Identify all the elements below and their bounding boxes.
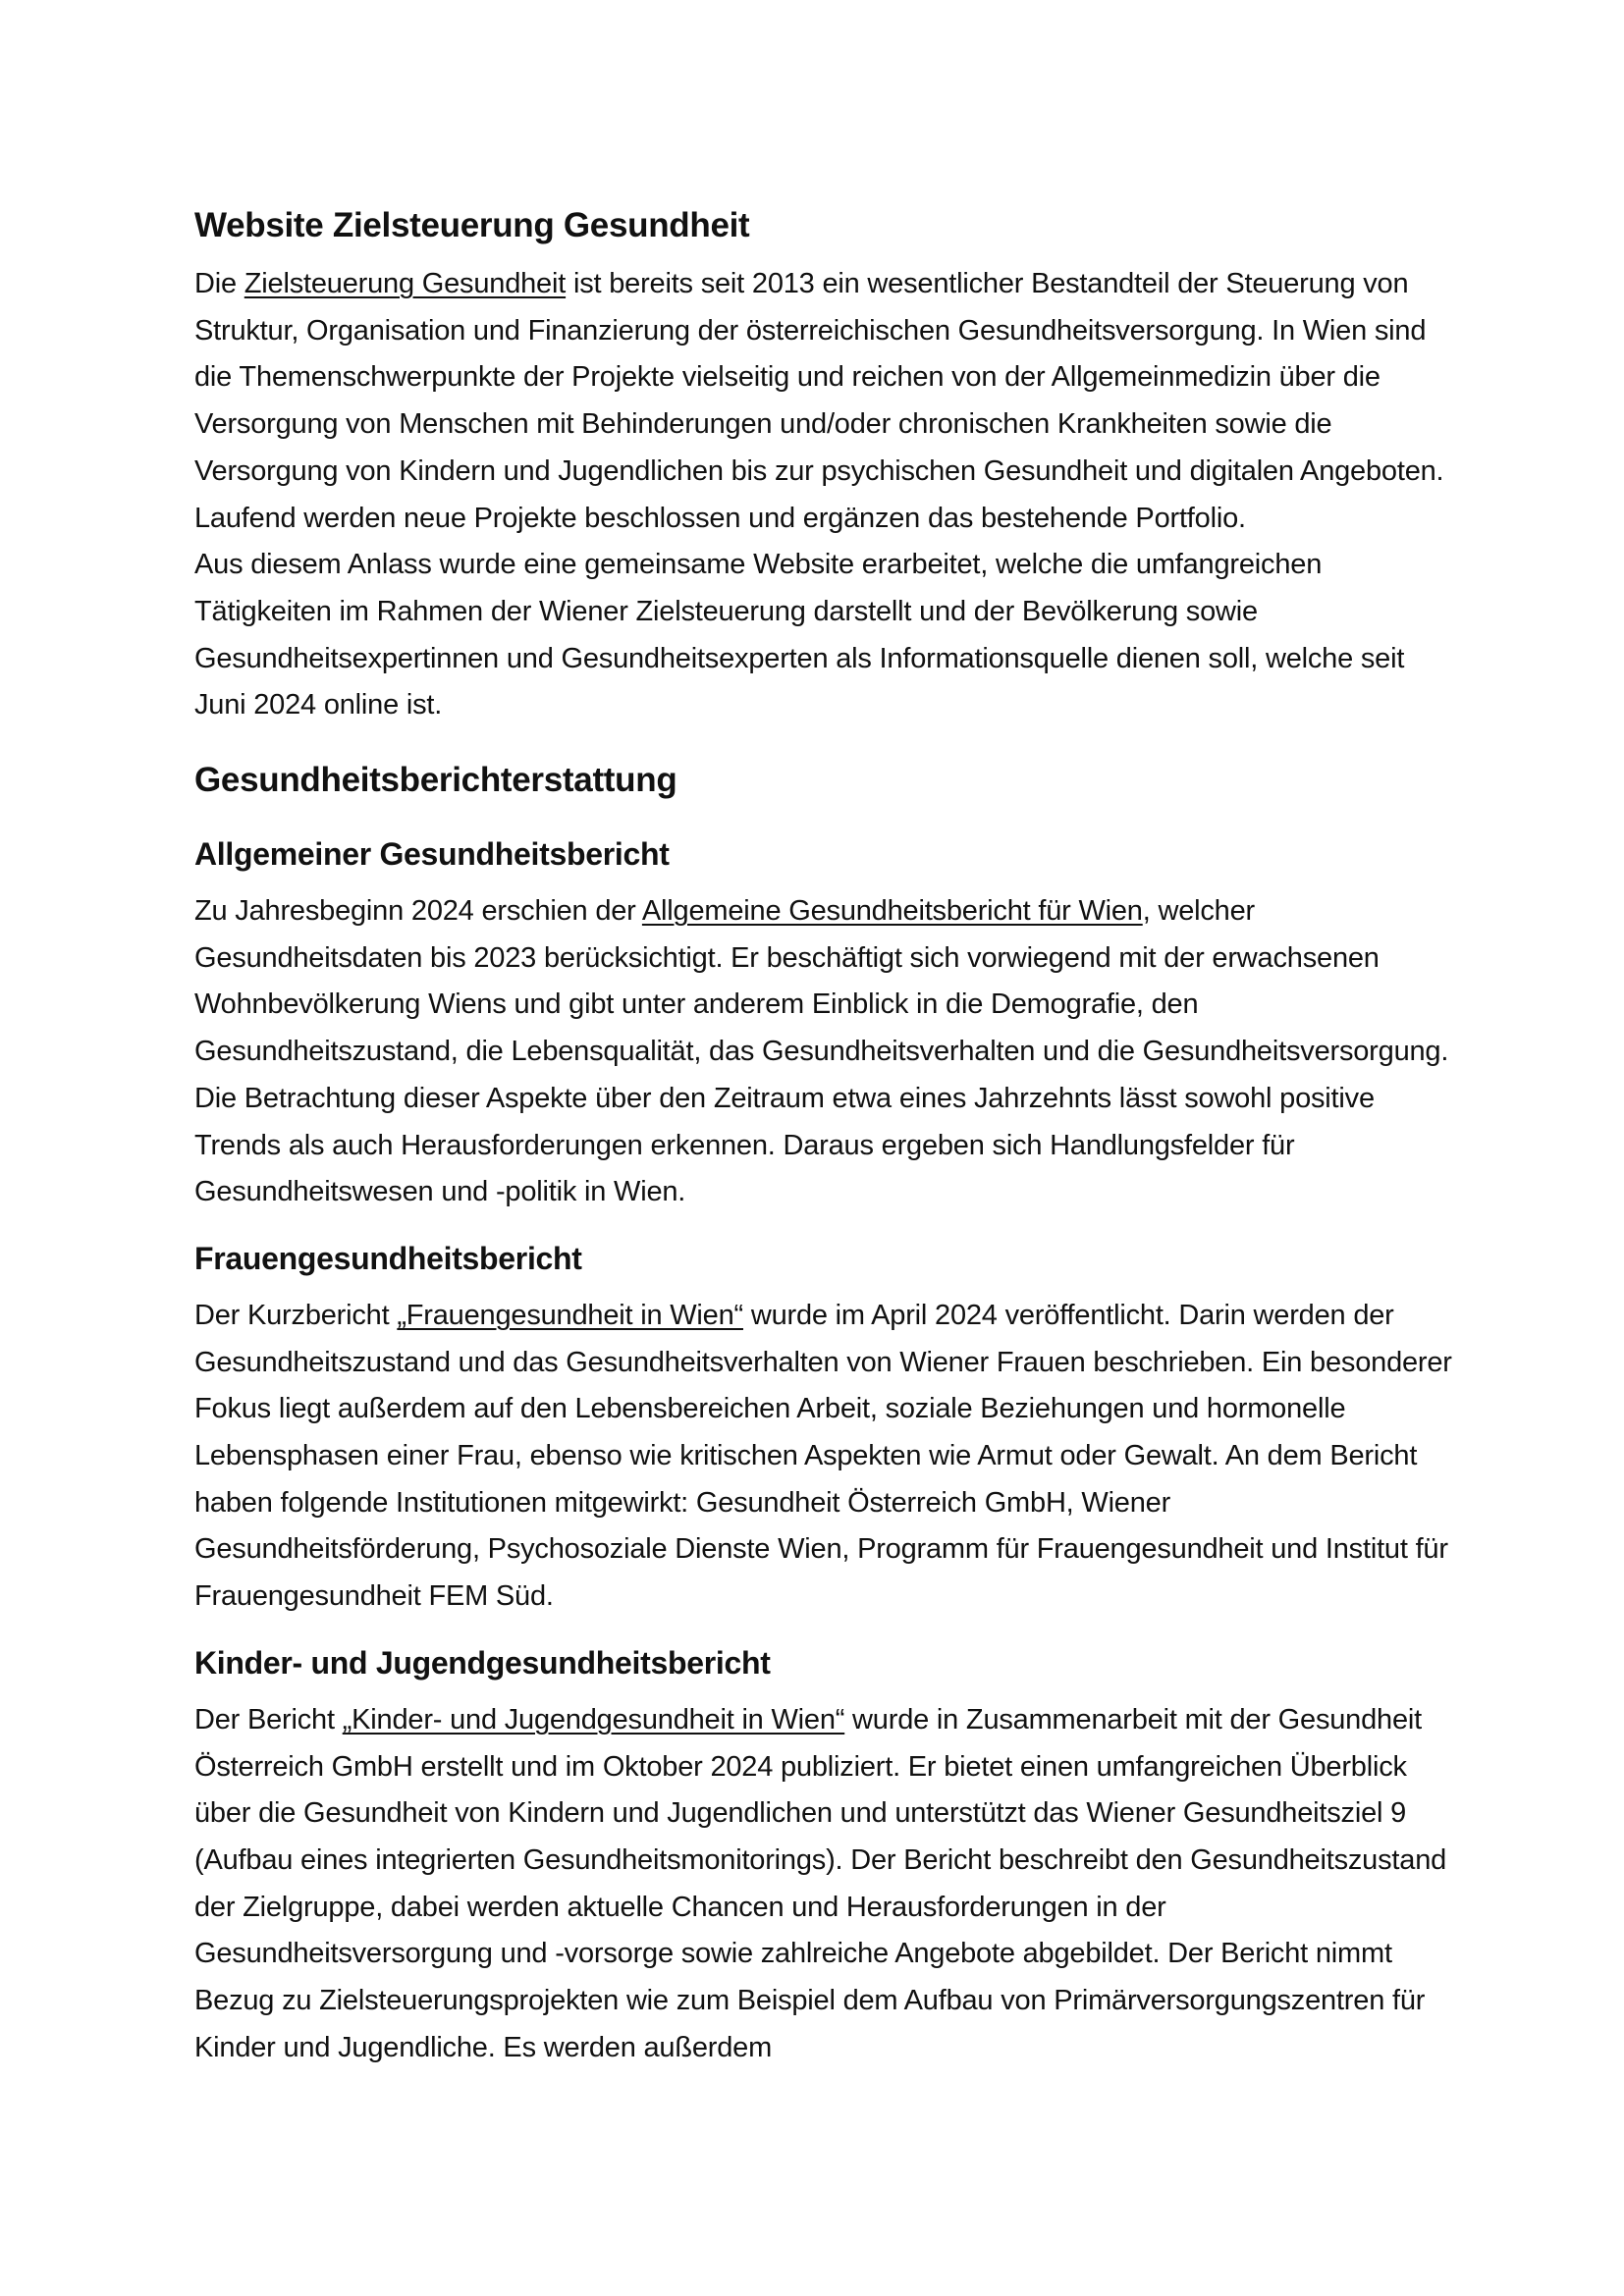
text-segment: Der Kurzbericht bbox=[194, 1299, 398, 1331]
link-zielsteuerung-gesundheit[interactable]: Zielsteuerung Gesundheit bbox=[244, 268, 567, 299]
paragraph-website-anlass: Aus diesem Anlass wurde eine gemeinsame Website erarbeitet, welche die umfangreichen Tätigkeiten im Rahmen der Wiener Zielsteuerung darstellt und der Bevölkerung sowie Gesundheitsexpertinnen und Gesundheitsexperten als Informationsquelle dienen soll, welche seit Juni 2024 online ist. bbox=[194, 549, 1405, 721]
heading-kinder-jugendgesundheitsbericht: Kinder- und Jugendgesundheitsbericht bbox=[194, 1644, 771, 1681]
link-kinder-jugendgesundheit-in-wien[interactable]: „Kinder- und Jugendgesundheit in Wien“ bbox=[342, 1703, 845, 1735]
paragraph-website-intro bbox=[194, 261, 1461, 542]
heading-gesundheitsberichterstattung: Gesundheitsberichterstattung bbox=[194, 761, 677, 800]
heading-frauengesundheitsbericht: Frauengesundheitsbericht bbox=[194, 1240, 582, 1276]
paragraph-allgemeiner-bericht bbox=[194, 888, 1461, 1216]
link-allgemeiner-gesundheitsbericht[interactable]: Allgemeine Gesundheitsbericht für Wien bbox=[641, 895, 1143, 928]
text-segment: wurde im April 2024 veröffentlicht. Darin werden der Gesundheitszustand und das Gesundheitsverhalten von Wiener Frauen beschrieben. Ein besonderer Fokus liegt außerdem auf den Lebensbereichen Arbeit, soziale Beziehungen und hormonelle Lebensphasen einer Frau, ebenso wie kritischen Aspekten wie Armut oder Gewalt. An dem Bericht haben folgende Institutionen mitgewirkt: Gesundheit Österreich GmbH, Wiener Gesundheitsförderung, Psychosoziale Dienste Wien, Programm für Frauengesundheit und Institut für Frauengesundheit FEM Süd. bbox=[194, 1299, 1452, 1613]
paragraph-kinder-jugendgesundheitsbericht bbox=[194, 1697, 1461, 2072]
paragraph-frauengesundheitsbericht bbox=[194, 1293, 1461, 1621]
text-segment: Die bbox=[194, 268, 244, 299]
text-segment: wurde in Zusammenarbeit mit der Gesundheit Österreich GmbH erstellt und im Oktober 2024 publiziert. Er bietet einen umfangreichen Überblick über die Gesundheit von Kindern und Jugendlichen und unterstützt das Wiener Gesundheitsziel 9 (Aufbau eines integrierten Gesundheitsmonitorings). Der Bericht beschreibt den Gesundheitszustand der Zielgruppe, dabei werden aktuelle Chancen und Herausforderungen in der Gesundheitsversorgung und -vorsorge sowie zahlreiche Angebote abgebildet. Der Bericht nimmt Bezug zu Zielsteuerungsprojekten wie zum Beispiel dem Aufbau von Primärversorgungszentren für Kinder und Jugendliche. Es werden außerdem bbox=[194, 1703, 1447, 2063]
text-segment: ist bereits seit 2013 ein wesentlicher Bestandteil der Steuerung von Struktur, Organisation und Finanzierung der österreichischen Gesundheitsversorgung. In Wien sind die Themenschwerpunkte der Projekte vielseitig und reichen von der Allgemeinmedizin über die Versorgung von Menschen mit Behinderungen und/oder chronischen Krankheiten sowie die Versorgung von Kindern und Jugendlichen bis zur psychischen Gesundheit und digitalen Angeboten. Laufend werden neue Projekte beschlossen und ergänzen das bestehende Portfolio. bbox=[194, 268, 1444, 534]
text-segment: Der Bericht bbox=[194, 1703, 343, 1735]
text-segment: Zu Jahresbeginn 2024 erschien der bbox=[194, 895, 642, 928]
link-frauengesundheit-in-wien[interactable]: „Frauengesundheit in Wien“ bbox=[397, 1299, 743, 1331]
heading-allgemeiner-gesundheitsbericht: Allgemeiner Gesundheitsbericht bbox=[194, 836, 670, 873]
document-page bbox=[194, 194, 1461, 2072]
text-segment: , welcher Gesundheitsdaten bis 2023 berücksichtigt. Er beschäftigt sich vorwiegend mit der erwachsenen Wohnbevölkerung Wiens und gibt unter anderem Einblick in die Demografie, den Gesundheitszustand, die Lebensqualität, das Gesundheitsverhalten und die Gesundheitsversorgung. Die Betrachtung dieser Aspekte über den Zeitraum etwa eines Jahrzehnts lässt sowohl positive Trends als auch Herausforderungen erkennen. Daraus ergeben sich Handlungsfelder für Gesundheitswesen und -politik in Wien. bbox=[194, 895, 1449, 1208]
heading-website-zielsteuerung: Website Zielsteuerung Gesundheit bbox=[194, 206, 750, 244]
